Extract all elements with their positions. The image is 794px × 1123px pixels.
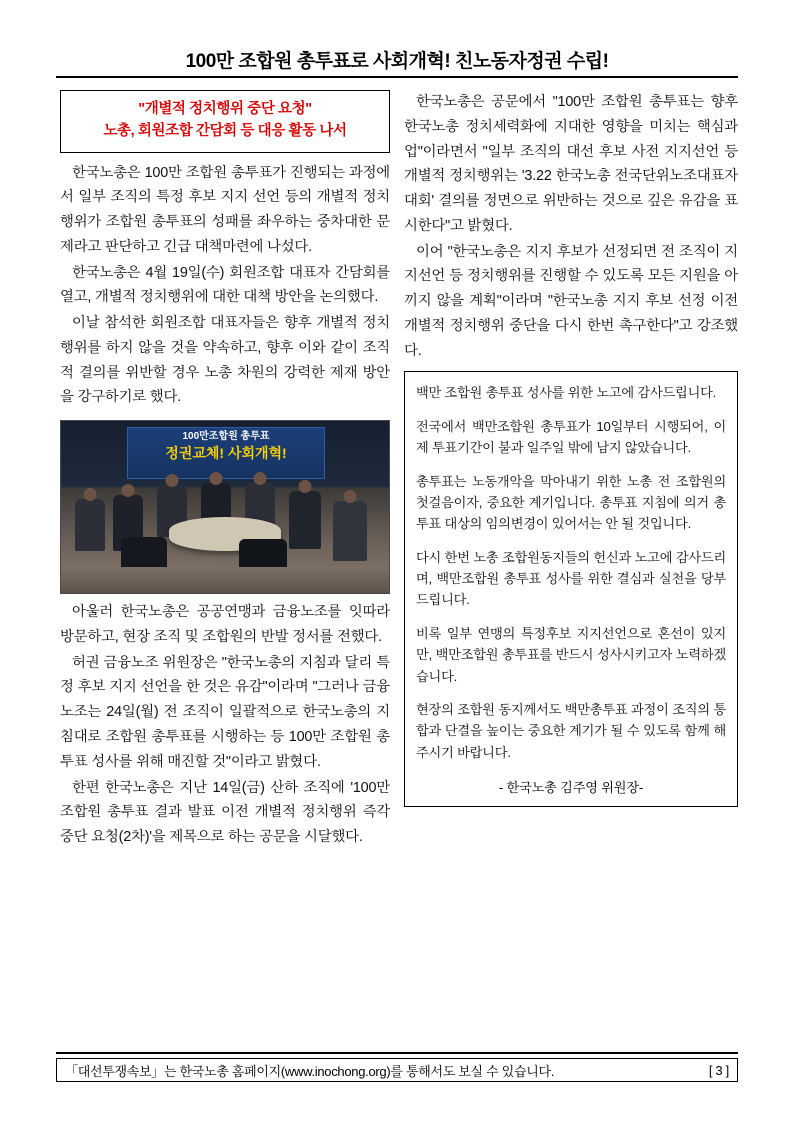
- photo-person: [75, 499, 105, 551]
- person-head-icon: [299, 480, 312, 493]
- person-head-icon: [166, 474, 179, 487]
- photo-banner-line-2: 정권교체! 사회개혁!: [165, 444, 287, 461]
- meeting-photo: [60, 420, 390, 594]
- footer-text: 「대선투쟁속보」는 한국노총 홈페이지(www.inochong.org)를 통해서도 보실 수 있습니다.: [65, 1063, 555, 1079]
- article-paragraph: 이어 "한국노총은 지지 후보가 선정되면 전 조직이 지지선언 등 정치행위를 진행할 수 있도록 모든 지원을 아끼지 않을 계획"이라며 "한국노총 지지 후보 선정 이전 개별적 정치행위 중단을 다시 한번 촉구한다"고 강조했다.: [404, 243, 738, 359]
- statement-paragraph: 다시 한번 노총 조합원동지들의 헌신과 노고에 감사드리며, 백만조합원 총투표 성사를 위한 결심과 실천을 당부 드립니다.: [416, 549, 726, 608]
- statement-paragraph: 비록 일부 연맹의 특정후보 지지선언으로 혼선이 있지만, 백만조합원 총투표를 반드시 성사시키고자 노력하겠습니다.: [416, 625, 726, 684]
- right-column: [404, 90, 738, 807]
- person-head-icon: [210, 472, 223, 485]
- person-head-icon: [122, 484, 135, 497]
- article-paragraph: 한편 한국노총은 지난 14일(금) 산하 조직에 '100만 조합원 총투표 결과 발표 이전 개별적 정치행위 즉각 중단 요청(2차)'을 제목으로 하는 공문을 시달했다.: [60, 779, 390, 846]
- headline-box: [60, 90, 390, 153]
- left-column: [60, 90, 390, 851]
- footer-divider: [56, 1052, 738, 1054]
- person-head-icon: [254, 472, 267, 485]
- page-number: [ 3 ]: [708, 1062, 729, 1078]
- statement-paragraph: 총투표는 노동개악을 막아내기 위한 노총 전 조합원의 첫걸음이자, 중요한 계기입니다. 총투표 지침에 의거 총투표 대상의 임의변경이 있어서는 안 될 것입니다.: [416, 473, 726, 532]
- statement-paragraph: 현장의 조합원 동지께서도 백만총투표 과정이 조직의 통합과 단결을 높이는 중요한 계기가 될 수 있도록 함께 해주시기 바랍니다.: [416, 701, 726, 760]
- photo-foreground: [61, 567, 389, 593]
- header-divider: [56, 76, 738, 78]
- article-paragraph: 한국노총은 공문에서 "100만 조합원 총투표는 향후 한국노총 정치세력화에 지대한 영향을 미치는 핵심과업"이라면서 "일부 조직의 대선 후보 사전 지지선언 등 개별적 정치행위는 '3.22 한국노총 전국단위노조대표자대회' 결의를 정면으로 위반하는 것으로 깊은 유감을 표시한다"고 밝혔다.: [404, 94, 738, 234]
- person-head-icon: [84, 488, 97, 501]
- photo-person: [289, 491, 321, 549]
- statement-box: [404, 371, 738, 807]
- headline-line-2: 노총, 회원조합 간담회 등 대응 활동 나서: [103, 122, 347, 139]
- article-paragraph: 허권 금융노조 위원장은 "한국노총의 지침과 달리 특정 후보 지지 선언을 한 것은 유감"이라며 "그러나 금융노조는 24일(월) 전 조직이 일괄적으로 한국노총의 지침대로 조합원 총투표를 시행하는 등 100만 조합원 총투표 성사를 위해 매진할 것"이라고 밝혔다.: [60, 654, 390, 770]
- headline-line-1: "개별적 정치행위 중단 요청": [138, 101, 312, 117]
- article-paragraph: 아울러 한국노총은 공공연맹과 금융노조를 잇따라 방문하고, 현장 조직 및 조합원의 반발 정서를 전했다.: [60, 604, 390, 645]
- statement-signature: - 한국노총 김주영 위원장-: [498, 780, 644, 796]
- statement-paragraph: 전국에서 백만조합원 총투표가 10일부터 시행되어, 이제 투표기간이 불과 일주일 밖에 남지 않았습니다.: [416, 418, 726, 456]
- photo-banner: [127, 427, 325, 479]
- photo-banner-line-1: 100만조합원 총투표: [182, 431, 270, 443]
- statement-paragraph: 백만 조합원 총투표 성사를 위한 노고에 감사드립니다.: [416, 385, 717, 401]
- person-head-icon: [344, 490, 357, 503]
- page-title: 100만 조합원 총투표로 사회개혁! 친노동자정권 수립!: [185, 51, 609, 72]
- page-footer: [56, 1058, 738, 1082]
- article-paragraph: 한국노총은 4월 19일(수) 회원조합 대표자 간담회를 열고, 개별적 정치행위에 대한 대책 방안을 논의했다.: [60, 264, 390, 306]
- article-paragraph: 이날 참석한 회원조합 대표자들은 향후 개별적 정치행위를 하지 않을 것을 약속하고, 향후 이와 같이 조직적 결의를 위반할 경우 노총 차원의 강력한 제재 방안을 강구하기로 했다.: [60, 315, 390, 406]
- article-paragraph: 한국노총은 100만 조합원 총투표가 진행되는 과정에서 일부 조직의 특정 후보 지지 선언 등의 개별적 정치행위가 조합원 총투표의 성패를 좌우하는 중차대한 문제라고 판단하고 긴급 대책마련에 나섰다.: [60, 164, 390, 255]
- photo-person: [333, 501, 367, 561]
